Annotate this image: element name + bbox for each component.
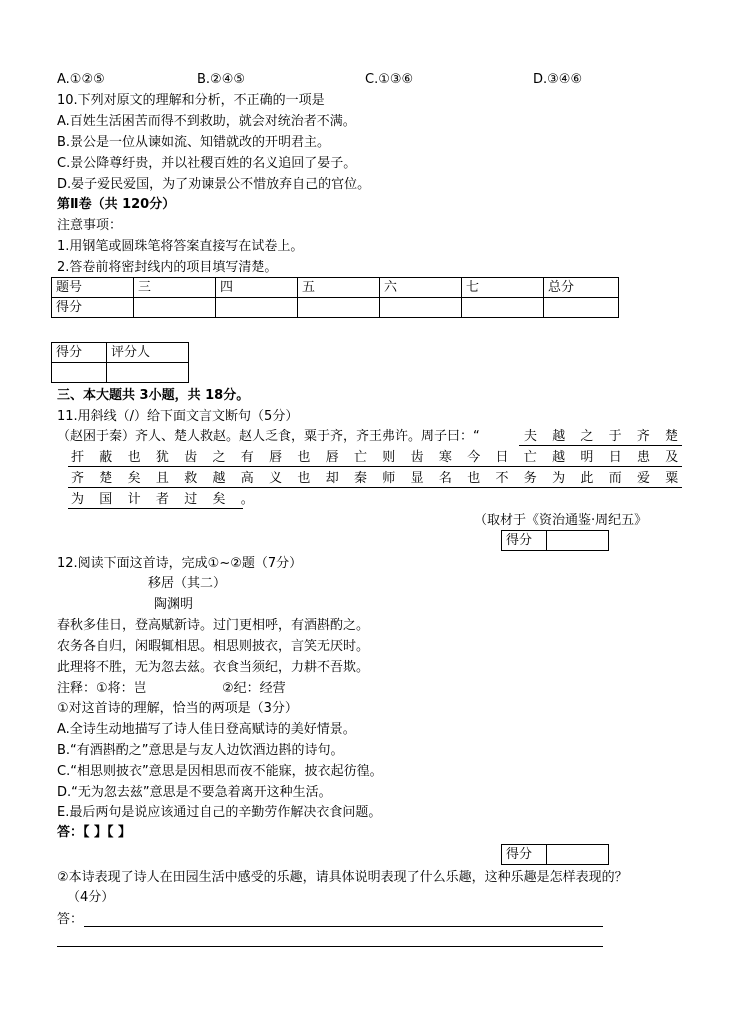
- score-cell[interactable]: [298, 298, 380, 318]
- q12-sub1-stem: ①对这首诗的理解，恰当的两项是（3分）: [57, 701, 298, 716]
- q11-stem: 11.用斜线（/）给下面文言文断句（5分）: [57, 409, 299, 424]
- q12-sub1-option-c: C.“相思则披衣”意思是因相思而夜不能寐，披衣起彷徨。: [57, 764, 383, 779]
- q11-underline-3: [68, 508, 243, 509]
- q12-sub2-stem: ②本诗表现了诗人在田园生活中感受的乐趣，请具体说明表现了什么乐趣，这种乐趣是怎样表现的？: [57, 870, 628, 885]
- q12-score-box: [501, 844, 609, 865]
- poem-author: 陶渊明: [154, 597, 194, 612]
- grader-score-cell[interactable]: [52, 363, 107, 383]
- score-header-cell: 总分: [544, 278, 619, 298]
- score-row-label: 得分: [52, 298, 134, 318]
- q11-line-2: 齐楚矣且救越高义也却秦师显名也不务为此而爱粟: [71, 471, 694, 486]
- q11-line-0: [524, 430, 693, 443]
- notes-title: 注意事项：: [57, 218, 123, 233]
- q10-stem: 10.下列对原文的理解和分析，不正确的一项是: [57, 93, 325, 108]
- score-header-cell: 三: [134, 278, 216, 298]
- q10-option-b: B.景公是一位从谏如流、知错就改的开明君主。: [57, 135, 331, 150]
- q11-source: （取材于《资治通鉴·周纪五》: [474, 513, 648, 528]
- q11-score-label: 得分: [502, 531, 547, 551]
- score-header-cell: 四: [216, 278, 298, 298]
- q11-underline-2: [68, 487, 682, 488]
- grader-name-header: 评分人: [107, 343, 189, 363]
- poem-line-2: 农务各自归，闲暇辄相思。相思则披衣，言笑无厌时。: [57, 639, 370, 654]
- q11-underline-0: [519, 445, 682, 446]
- q12-sub1-option-a: A.全诗生动地描写了诗人佳日登高赋诗的美好情景。: [57, 722, 356, 737]
- section3-title: 三、本大题共 3小题，共 18分。: [57, 388, 250, 403]
- score-cell[interactable]: [216, 298, 298, 318]
- score-cell[interactable]: [380, 298, 462, 318]
- q11-score-cell[interactable]: [547, 531, 609, 551]
- q12-score-label: 得分: [502, 845, 547, 865]
- poem-line-1: 春秋多佳日，登高赋新诗。过门更相呼，有酒斟酌之。: [57, 618, 370, 633]
- q11-score-box: [501, 530, 609, 551]
- q11-underline-1: [68, 466, 682, 467]
- score-cell[interactable]: [134, 298, 216, 318]
- q9-option-b: B.②④⑤: [197, 72, 246, 87]
- q9-option-a: A.①②⑤: [57, 72, 105, 87]
- score-table-header-row: [52, 278, 619, 298]
- q12-sub2-answer-label: 答：: [57, 912, 84, 927]
- q11-line-3: 为国计者过矣。: [71, 492, 270, 507]
- grader-table: [51, 342, 189, 383]
- q10-option-c: C.景公降尊纡贵，并以社稷百姓的名义追回了晏子。: [57, 156, 357, 171]
- q12-score-cell[interactable]: [547, 845, 609, 865]
- q12-sub2-points: （4分）: [67, 890, 115, 905]
- q12-sub1-option-e: E.最后两句是说应该通过自己的辛勤劳作解决衣食问题。: [57, 805, 382, 820]
- note-2: 2.答卷前将密封线内的项目填写清楚。: [57, 260, 278, 275]
- part2-title: 第Ⅱ卷（共 120分）: [57, 197, 176, 212]
- score-header-cell: 五: [298, 278, 380, 298]
- q9-option-c: C.①③⑥: [365, 72, 414, 87]
- poem-note-1: 注释：①将：岂: [57, 681, 147, 696]
- grader-score-header: 得分: [52, 343, 107, 363]
- q11-first-chars: 夫越之于齐楚: [524, 429, 694, 444]
- score-header-cell: 六: [380, 278, 462, 298]
- q12-stem: 12.阅读下面这首诗，完成①~②题（7分）: [57, 556, 303, 571]
- answer-line-2[interactable]: [57, 946, 603, 947]
- q11-line-1: 扞蔽也犹齿之有唇也唇亡则齿寒今日亡越明日患及: [71, 450, 694, 465]
- q12-sub1-option-d: D.“无为忽去兹”意思是不要急着离开这种生活。: [57, 785, 332, 800]
- q12-sub1-answer[interactable]: 答：【 】【 】: [57, 825, 132, 840]
- q9-option-d: D.③④⑥: [533, 72, 583, 87]
- poem-title: 移居（其二）: [148, 576, 227, 591]
- q10-option-a: A.百姓生活困苦而得不到救助，就会对统治者不满。: [57, 114, 356, 129]
- score-header-cell: 七: [462, 278, 544, 298]
- score-table-value-row: [52, 298, 619, 318]
- score-table: [51, 277, 619, 318]
- poem-line-3: 此理将不胜，无为忽去兹。衣食当须纪，力耕不吾欺。: [57, 660, 370, 675]
- answer-line-1[interactable]: [84, 926, 603, 927]
- score-cell[interactable]: [544, 298, 619, 318]
- q12-sub1-option-b: B.“有酒斟酌之”意思是与友人边饮酒边斟的诗句。: [57, 743, 344, 758]
- q10-option-d: D.晏子爱民爱国，为了劝谏景公不惜放弃自己的官位。: [57, 177, 371, 192]
- note-1: 1.用钢笔或圆珠笔将答案直接写在试卷上。: [57, 239, 304, 254]
- poem-note-2: ②纪：经营: [222, 681, 286, 696]
- grader-name-cell[interactable]: [107, 363, 189, 383]
- q11-intro: （赵困于秦）齐人、楚人救赵。赵人乏食，粟于齐，齐王弗许。周子曰：“: [57, 429, 480, 444]
- score-cell[interactable]: [462, 298, 544, 318]
- score-header-cell: 题号: [52, 278, 134, 298]
